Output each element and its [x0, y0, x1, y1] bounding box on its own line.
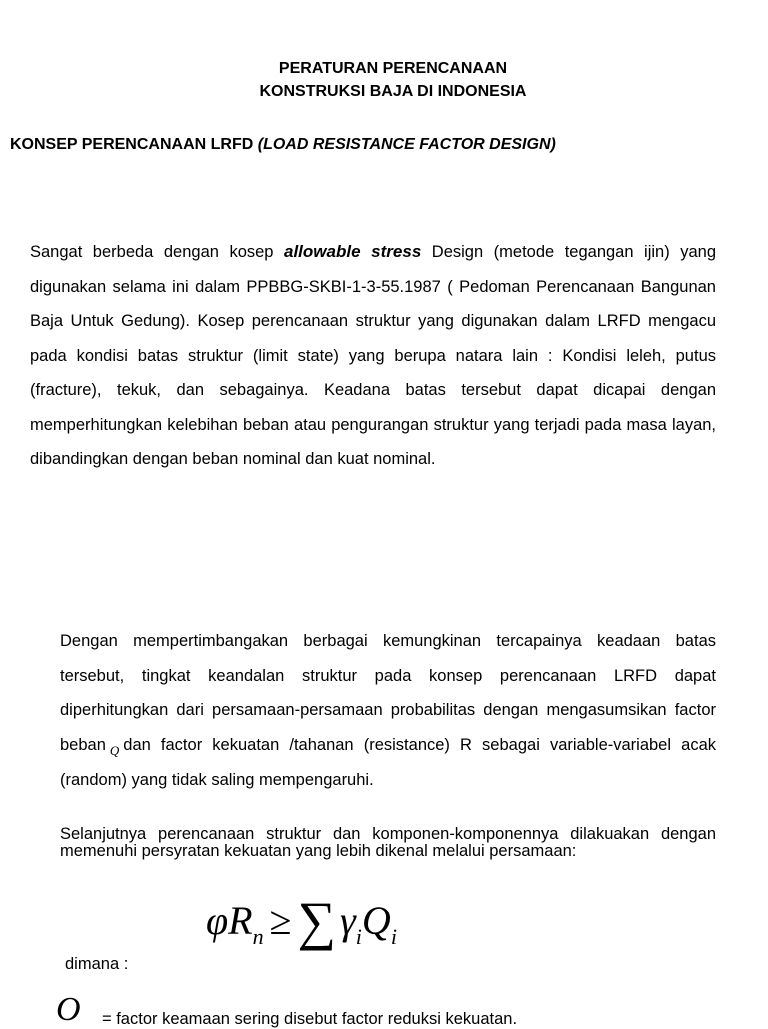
- lrfd-equation: [206, 891, 397, 962]
- definition-symbol: O: [56, 991, 81, 1028]
- resistance-subscript: n: [252, 924, 264, 949]
- resistance-symbol: R: [228, 898, 253, 943]
- paragraph-equation-intro: Selanjutnya perencanaan struktur dan komponen-komponennya dilakuakan dengan memenuhi persyratan kekuatan yang lebih dikenal melalui persamaan:: [60, 825, 716, 860]
- relation-symbol: ≥: [269, 898, 292, 943]
- sum-symbol: ∑: [297, 891, 337, 951]
- paragraph-probability: [60, 624, 716, 798]
- section-heading-italic: (LOAD RESISTANCE FACTOR DESIGN): [257, 136, 556, 153]
- load-factor-symbol: Q: [109, 742, 120, 758]
- paragraph2-before: Dengan mempertimbangakan berbagai kemungkinan tercapainya keadaan batas tersebut, tingkat keandalan struktur pada konsep perencanaan LRFD dapat diperhitungkan dari persamaan-persamaan probabilitas dengan mengasumsikan factor beban: [60, 632, 716, 754]
- load-subscript: i: [390, 924, 397, 949]
- paragraph2-after: dan factor kekuatan /tahanan (resistance) R sebagai variable-variabel acak (random) yang tidak saling mempengaruhi.: [60, 735, 716, 789]
- document-title-line2: KONSTRUKSI BAJA DI INDONESIA: [259, 83, 527, 100]
- paragraph1-emphasis: allowable stress: [284, 242, 422, 261]
- paragraph-allowable-stress: [30, 235, 716, 477]
- definition-text: = factor keamaan sering disebut factor reduksi kekuatan.: [102, 1010, 518, 1028]
- section-heading: [10, 136, 556, 154]
- paragraph1-after: Design (metode tegangan ijin) yang digunakan selama ini dalam PPBBG-SKBI-1-3-55.1987 ( Pedoman Perencanaan Bangunan Baja Untuk Gedung). Kosep perencanaan struktur yang digunakan dalam LRFD mengacu pada kondisi batas struktur (limit state) yang berupa natara lain : Kondisi leleh, putus (fracture), tekuk, dan sebagainya. Keadana batas tersebut dapat dicapai dengan memperhitungkan kelebihan beban atau pengurangan struktur yang terjadi pada masa layan, dibandingkan dengan beban nominal dan kuat nominal.: [30, 243, 717, 468]
- paragraph1-before: Sangat berbeda dengan kosep: [30, 243, 284, 261]
- gamma-subscript: i: [355, 924, 362, 949]
- dimana-label: dimana :: [65, 955, 129, 973]
- load-symbol: Q: [361, 898, 391, 943]
- phi-symbol: φ: [206, 898, 229, 943]
- gamma-symbol: γ: [340, 898, 356, 943]
- document-title-line1: PERATURAN PERENCANAAN: [278, 60, 508, 77]
- section-heading-plain: KONSEP PERENCANAAN LRFD: [10, 136, 258, 153]
